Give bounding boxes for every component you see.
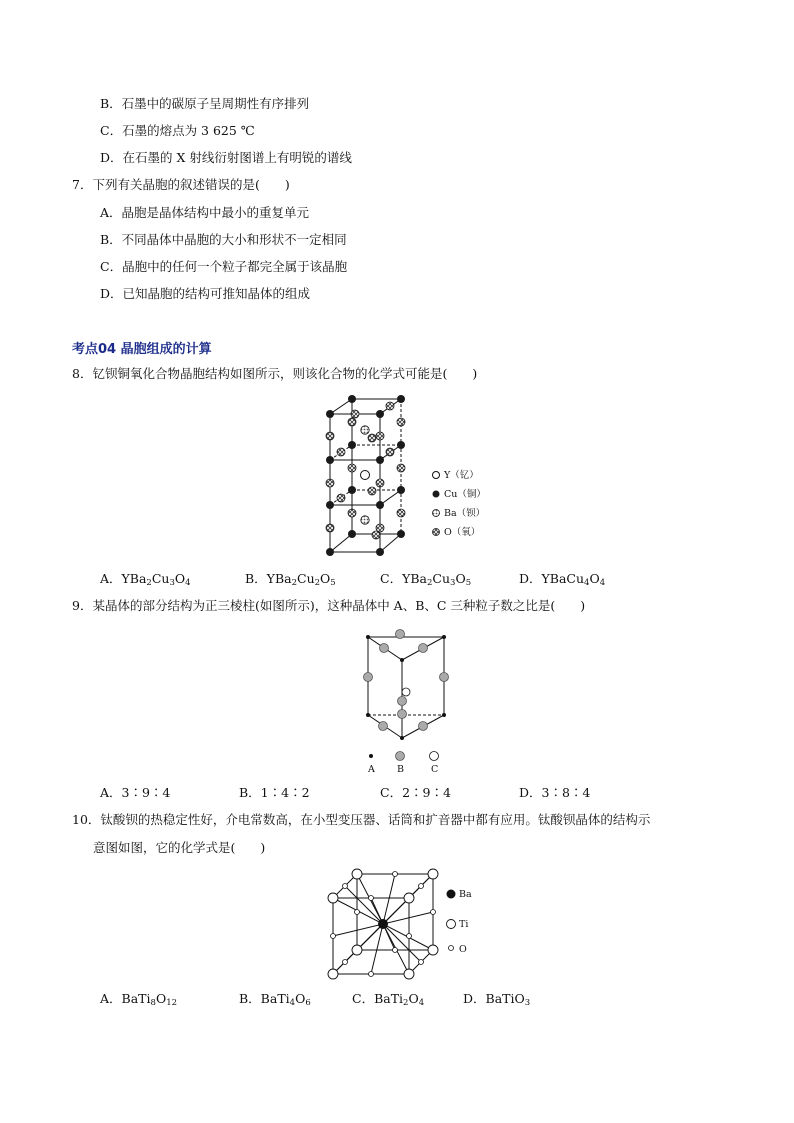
q10-crystal-figure (325, 866, 485, 984)
q9-option-b: B．1∶4∶2 (239, 785, 310, 800)
q10-legend-ti: Ti (459, 919, 469, 930)
q10-stem-line1: 10．钛酸钡的热稳定性好，介电常数高，在小型变压器、话筒和扩音器中都有应用。钛酸钡晶体的结构示 (72, 812, 651, 827)
q9-legend-c: C (431, 764, 439, 775)
q8-stem: 8．钇钡铜氧化合物晶胞结构如图所示，则该化合物的化学式可能是( ) (72, 366, 478, 381)
q10-option-d: D．BaTiO$_3$ (463, 991, 531, 1008)
q7-option-c: C．晶胞中的任何一个粒子都完全属于该晶胞 (100, 259, 348, 274)
q6-option-c: C．石墨的熔点为 3 625 ℃ (100, 123, 255, 138)
q9-options (100, 785, 660, 801)
q8-legend-o: O（氧） (444, 527, 481, 538)
q8-legend-ba: Ba（钡） (444, 508, 486, 519)
q6-option-b: B．石墨中的碳原子呈周期性有序排列 (100, 96, 310, 111)
q9-option-c: C．2∶9∶4 (380, 785, 451, 800)
q9-option-a: A．3∶9∶4 (100, 785, 171, 800)
q9-option-d: D．3∶8∶4 (519, 785, 591, 800)
q6-option-d: D．在石墨的 X 射线衍射图谱上有明锐的谱线 (100, 150, 352, 165)
q10-option-a: A．$BaTi_8O_{12}$ (100, 991, 178, 1008)
q8-option-c: C．$YBa_2Cu_3O_5$ (380, 571, 472, 588)
q8-legend-cu: Cu（铜） (444, 489, 486, 500)
q10-legend-o: O (459, 944, 467, 955)
q8-option-a: A．$YBa_2Cu_3O_4$ (100, 571, 191, 588)
q8-legend-y: Y（钇） (444, 470, 479, 481)
q7-stem: 7．下列有关晶胞的叙述错误的是( ) (72, 177, 290, 192)
q10-options (100, 991, 660, 1007)
q8-option-d: D．$YBaCu_4O_4$ (519, 571, 606, 588)
section-heading: 考点04 晶胞组成的计算 (72, 342, 212, 357)
q7-option-d: D．已知晶胞的结构可推知晶体的组成 (100, 286, 311, 301)
q8-option-b: B．$YBa_2Cu_2O_5$ (245, 571, 336, 588)
q9-legend-a: A (368, 764, 375, 775)
q10-option-c: C．$BaTi_2O_4$ (352, 991, 425, 1008)
q10-option-b: B．$BaTi_4O_6$ (239, 991, 311, 1008)
q9-prism-figure (358, 627, 458, 777)
q7-option-a: A．晶胞是晶体结构中最小的重复单元 (100, 205, 310, 220)
q8-options (100, 571, 660, 587)
q10-stem-line2: 意图如图，它的化学式是( ) (93, 840, 266, 855)
q8-crystal-figure (318, 392, 498, 562)
q10-legend-ba: Ba (459, 889, 472, 900)
q7-option-b: B．不同晶体中晶胞的大小和形状不一定相同 (100, 232, 347, 247)
q9-legend-b: B (397, 764, 404, 775)
q9-stem: 9．某晶体的部分结构为正三棱柱(如图所示)，这种晶体中 A、B、C 三种粒子数之比是( ) (72, 598, 586, 613)
